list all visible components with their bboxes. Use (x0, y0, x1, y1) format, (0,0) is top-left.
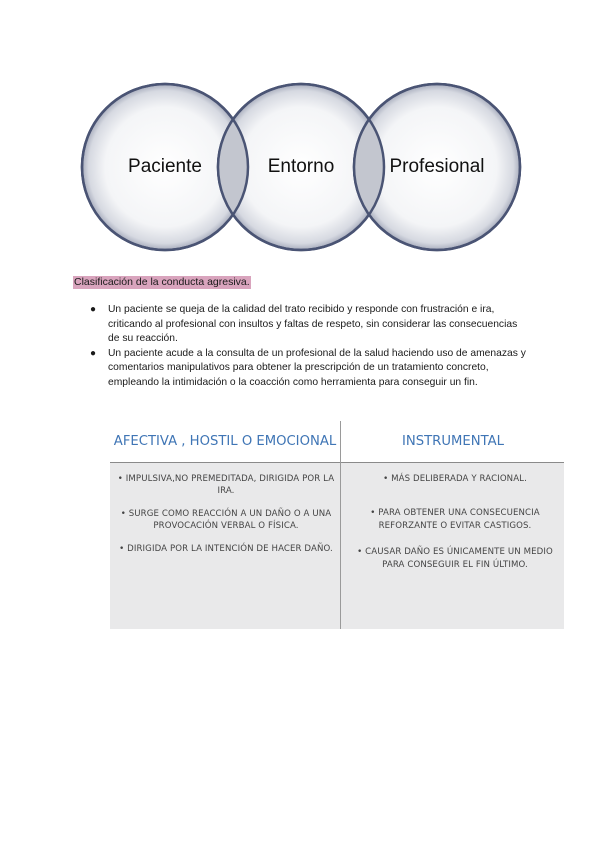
aggression-types-table (110, 421, 564, 629)
venn-label-profesional: Profesional (389, 156, 485, 177)
bullet-icon: ● (90, 347, 97, 359)
table-header-divider (110, 462, 564, 463)
table-cell-instrumental (350, 473, 560, 581)
table-item: • SURGE COMO REACCIÓN A UN DAÑO O A UNA PROVOCACIÓN VERBAL O FÍSICA. (120, 508, 332, 532)
table-cell-afectiva (114, 473, 338, 565)
table-item: • IMPULSIVA,NO PREMEDITADA, DIRIGIDA POR LA IRA. (117, 474, 335, 497)
bullet-text: Un paciente se queja de la calidad del trato recibido y responde con frustración e ira, criticando al profesional con insultos y faltas de respeto, sin considerar las consecuencias de su reacción. (108, 304, 518, 345)
list-item (90, 347, 530, 391)
table-header-afectiva: AFECTIVA , HOSTIL O EMOCIONAL (113, 434, 337, 449)
table-header-instrumental: INSTRUMENTAL (402, 434, 504, 449)
section-heading: Clasificación de la conducta agresiva. (74, 276, 250, 288)
table-item: • PARA OBTENER UNA CONSECUENCIA REFORZANTE O EVITAR CASTIGOS. (370, 508, 540, 531)
bullet-icon: ● (90, 304, 97, 315)
venn-label-paciente: Paciente (128, 156, 202, 177)
venn-diagram (0, 0, 600, 270)
bullet-text: Un paciente acude a la consulta de un profesional de la salud haciendo uso de amenazas y comentarios manipulativos para obtener la prescripción de un tratamiento concreto, empleando la intimidación o la coacción como herramienta para conseguir un fin. (108, 347, 526, 388)
table-item: • DIRIGIDA POR LA INTENCIÓN DE HACER DAÑO. (119, 543, 333, 554)
list-item (90, 303, 530, 347)
table-item: • MÁS DELIBERADA Y RACIONAL. (383, 474, 527, 484)
table-item: • CAUSAR DAÑO ES ÚNICAMENTE UN MEDIO PARA CONSEGUIR EL FIN ÚLTIMO. (357, 547, 553, 570)
venn-label-entorno: Entorno (267, 156, 335, 177)
bullet-list (90, 303, 530, 391)
table-column-divider (340, 421, 341, 629)
